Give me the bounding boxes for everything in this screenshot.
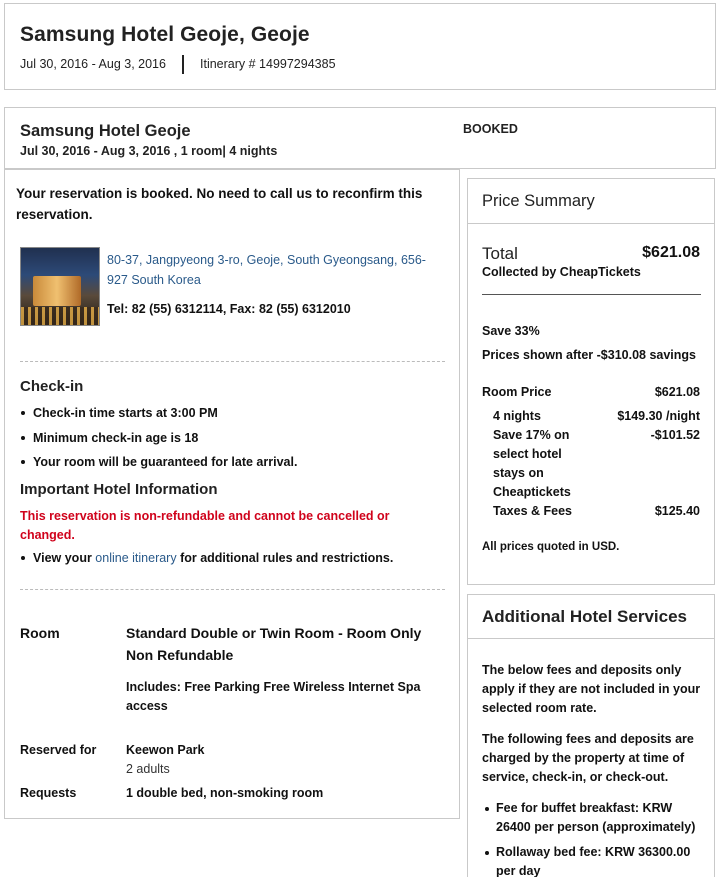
guest-count: 2 adults [126,762,170,776]
online-itinerary-link[interactable]: online itinerary [95,551,177,565]
requests-value: 1 double bed, non-smoking room [126,786,324,800]
hotel-address-line2[interactable]: 927 South Korea [107,273,201,287]
important-info-heading: Important Hotel Information [20,481,218,498]
hotel-address-line1[interactable]: 80-37, Jangpyeong 3-ro, Geoje, South Gyeongsang, 656- [107,253,426,267]
page-title: Samsung Hotel Geoje, Geoje [20,23,310,46]
hotel-contact: Tel: 82 (55) 6312114, Fax: 82 (55) 6312010 [107,302,351,316]
hotel-photo[interactable] [20,247,100,326]
discount-label: select hotel [493,447,562,461]
save-percent: Save 33% [482,324,540,338]
additional-services-title: Additional Hotel Services [482,607,687,626]
hotel-name: Samsung Hotel Geoje [20,122,191,140]
discount-label: Save 17% on [493,428,570,442]
collected-by: Collected by CheapTickets [482,265,641,279]
taxes-label: Taxes & Fees [493,504,572,518]
bullet-icon [485,807,489,811]
price-summary-panel [467,178,715,585]
fee-breakfast: Fee for buffet breakfast: KRW 26400 per person (approximately) [496,801,696,834]
bullet-icon [21,436,25,440]
fees-intro: The below fees and deposits only apply if they are not included in your selected room rate. [482,663,701,715]
price-summary-header [468,179,714,224]
bullet-icon [21,556,25,560]
currency-note: All prices quoted in USD. [482,541,620,553]
hotel-header [4,107,716,169]
checkin-item: Minimum check-in age is 18 [33,431,199,445]
itinerary-header [4,3,716,90]
additional-services-panel [467,594,715,877]
view-itinerary-text: View your online itinerary for additional rules and restrictions. [33,551,394,565]
bullet-icon [21,411,25,415]
checkin-item: Check-in time starts at 3:00 PM [33,406,218,420]
header-separator [182,55,184,74]
savings-note: Prices shown after -$310.08 savings [482,348,696,362]
stay-summary: Jul 30, 2016 - Aug 3, 2016 , 1 room| 4 nights [20,144,278,158]
reserved-for-label: Reserved for [20,743,97,757]
bullet-icon [21,460,25,464]
fees-charged-note: The following fees and deposits are charged by the property at time of service, check-in, or check-out. [482,732,694,784]
trip-dates: Jul 30, 2016 - Aug 3, 2016 [20,57,166,71]
nights-label: 4 nights [493,409,541,423]
nightly-rate: $149.30 /night [617,409,700,423]
room-label: Room [20,625,60,641]
guest-name: Keewon Park [126,743,205,757]
room-price-value: $621.08 [654,385,700,399]
room-price-label: Room Price [482,385,552,399]
total-value: $621.08 [642,244,700,261]
section-divider [20,361,445,362]
discount-value: -$101.52 [650,428,700,442]
confirmation-message: Your reservation is booked. No need to call us to reconfirm this reservation. [16,186,423,222]
additional-services-header [468,595,714,639]
total-label: Total [482,244,518,263]
room-includes: Includes: Free Parking Free Wireless Internet Spa [126,680,421,694]
bullet-icon [485,851,489,855]
taxes-value: $125.40 [654,504,700,518]
requests-label: Requests [20,786,77,800]
non-refundable-warning: This reservation is non-refundable and cannot be cancelled or [20,509,390,523]
discount-label: Cheaptickets [493,485,571,499]
room-includes-cont: access [126,699,168,713]
room-type: Standard Double or Twin Room - Room Only [126,625,422,641]
booking-status-badge: BOOKED [463,122,518,136]
itinerary-number: Itinerary # 14997294385 [200,57,336,71]
room-rate-type: Non Refundable [126,647,234,663]
checkin-heading: Check-in [20,378,84,395]
discount-label: stays on [493,466,544,480]
non-refundable-warning-cont: changed. [20,528,75,542]
price-summary-title: Price Summary [482,192,595,210]
reservation-details-panel [4,169,460,819]
fee-rollaway-bed: Rollaway bed fee: KRW 36300.00 per day [496,845,691,877]
section-divider [20,589,445,590]
price-divider [482,294,701,295]
checkin-item: Your room will be guaranteed for late arrival. [33,455,298,469]
